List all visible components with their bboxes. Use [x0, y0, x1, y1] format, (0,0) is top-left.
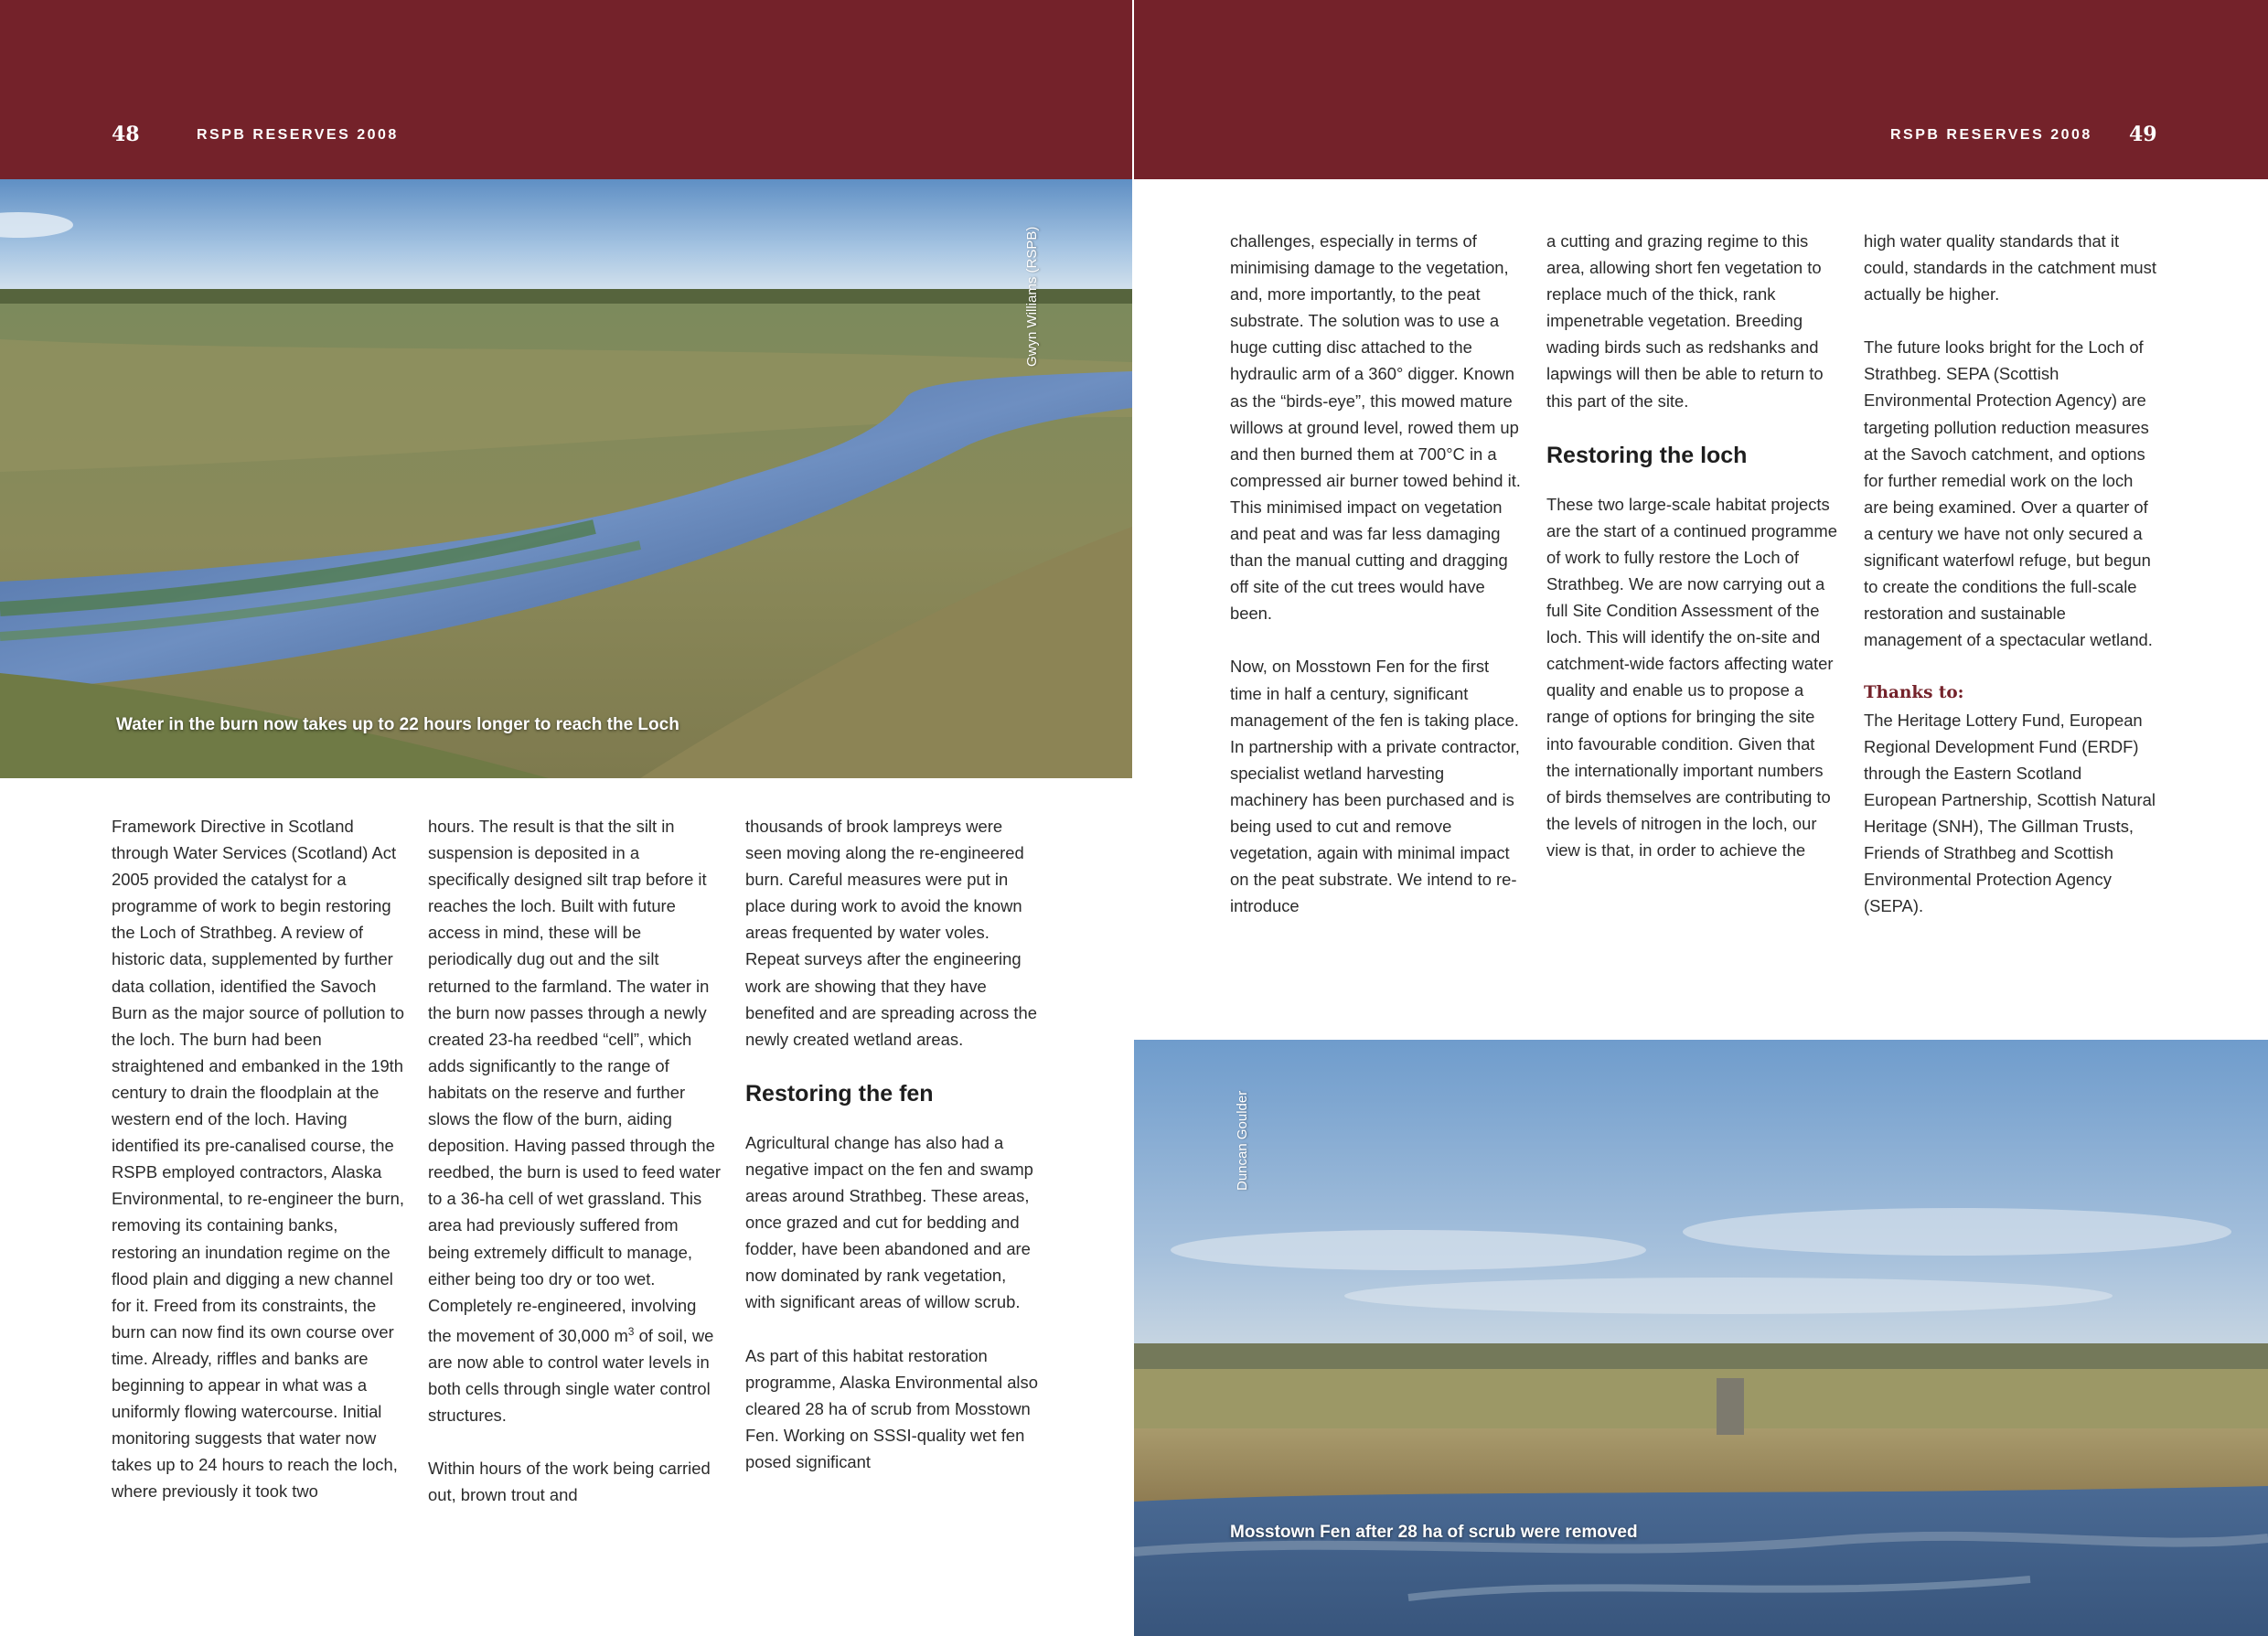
body-paragraph: high water quality standards that it could, standards in the catchment must actually be higher.: [1864, 231, 2156, 305]
left-column-1: [112, 813, 404, 1504]
superscript: 3: [627, 1324, 635, 1338]
body-paragraph: [428, 813, 721, 1428]
photo-savoch-burn: [0, 179, 1132, 778]
left-column-3: [745, 813, 1038, 1475]
right-column-1: [1230, 228, 1523, 919]
right-column-2: [1546, 228, 1839, 863]
section-heading: Restoring the loch: [1546, 442, 1748, 468]
body-text: hours. The result is that the silt in suspension is deposited in a specifically designed silt trap before it reaches the loch. Built with future access in mind, these will be periodically dug out and the silt returned to the farmland. The water in the burn now passes through a newly created 23-ha reedbed “cell”, which adds significantly to the range of habitats on the reserve and further slows the flow of the burn, aiding deposition. Having passed through the reedbed, the burn is used to feed water to a 36-ha cell of wet grassland. This area had previously suffered from being extremely difficult to manage, either being too dry or too wet. Completely re-engineered, involving the movement of 30,000 m: [428, 817, 722, 1345]
header-band-left: [0, 0, 1132, 179]
body-paragraph: Agricultural change has also had a negative impact on the fen and swamp areas around Strathbeg. These areas, once grazed and cut for bedding and fodder, have been abandoned and are now dominated by rank vegetation, with significant areas of willow scrub.: [745, 1132, 1033, 1312]
body-paragraph: Now, on Mosstown Fen for the first time in half a century, significant management of the fen is taking place. In partnership with a private contractor, specialist wetland harvesting machinery has been purchased and is being used to cut and remove vegetation, again with minimal impact on the peat substrate. We intend to re-introduce: [1230, 657, 1520, 916]
photo-credit-top: Gwyn Williams (RSPB): [1024, 226, 1040, 367]
thanks-paragraph: The Heritage Lottery Fund, European Regional Development Fund (ERDF) through the Eastern Scotland European Partnership, Scottish Natural Heritage (SNH), The Gillman Trusts, Friends of Strathbeg and Scottish Environmental Protection Agency (SEPA).: [1864, 710, 2156, 916]
photo-caption-top: Water in the burn now takes up to 22 hours longer to reach the Loch: [116, 715, 679, 734]
body-paragraph: thousands of brook lampreys were seen moving along the re-engineered burn. Careful measures were put in place during work to avoid the known areas frequented by water voles. Repeat surveys after the engineering work are showing that they have benefited and are spreading across the newly created wetland areas.: [745, 817, 1037, 1049]
running-head-right: RSPB RESERVES 2008: [1890, 127, 2092, 143]
body-paragraph: a cutting and grazing regime to this area, allowing short fen vegetation to replace much of the thick, rank impenetrable vegetation. Breeding wading birds such as redshanks and lapwings will then be able to return to this part of the site.: [1546, 231, 1824, 411]
page-number-right: 49: [2129, 123, 2157, 146]
body-paragraph: The future looks bright for the Loch of Strathbeg. SEPA (Scottish Environmental Protection Agency) are targeting pollution reduction measures at the Savoch catchment, and options for further remedial work on the loch are being examined. Over a quarter of a century we have not only secured a significant waterfowl refuge, but begun to create the conditions the full-scale restoration and sustainable management of a spectacular wetland.: [1864, 337, 2153, 650]
section-heading: Restoring the fen: [745, 1080, 934, 1107]
right-column-3: [1864, 228, 2156, 919]
thanks-heading: Thanks to:: [1864, 683, 1964, 703]
photo-credit-bottom: Duncan Goulder: [1235, 1090, 1250, 1191]
body-paragraph: Within hours of the work being carried out, brown trout and: [428, 1459, 711, 1505]
body-paragraph: Framework Directive in Scotland through Water Services (Scotland) Act 2005 provided the catalyst for a programme of work to begin restoring the Loch of Strathbeg. A review of historic data, supplemented by further data collation, identified the Savoch Burn as the major source of pollution to the loch. The burn had been straightened and embanked in the 19th century to drain the floodplain at the western end of the loch. Having identified its pre-canalised course, the RSPB employed contractors, Alaska Environmental, to re-engineer the burn, removing its containing banks, restoring an inundation regime on the flood plain and digging a new channel for it. Freed from its constraints, the burn can now find its own course over time. Already, riffles and banks are beginning to appear in what was a uniformly flowing watercourse. Initial monitoring suggests that water now takes up to 24 hours to reach the loch, where previously it took two: [112, 817, 404, 1502]
page-number-left: 48: [112, 123, 140, 146]
body-text: of soil, we are now able to control water levels in both cells through single water control structures.: [428, 1325, 714, 1426]
left-column-2: [428, 813, 721, 1508]
body-paragraph: These two large-scale habitat projects are the start of a continued programme of work to fully restore the Loch of Strathbeg. We are now carrying out a full Site Condition Assessment of the loch. This will identify the on-site and catchment-wide factors affecting water quality and enable us to propose a range of options for bringing the site into favourable condition. Given that the internationally important numbers of birds themselves are contributing to the levels of nitrogen in the loch, our view is that, in order to achieve the: [1546, 494, 1837, 860]
header-band-right: [1134, 0, 2268, 179]
body-paragraph: As part of this habitat restoration programme, Alaska Environmental also cleared 28 ha of scrub from Mosstown Fen. Working on SSSI-quality wet fen posed significant: [745, 1345, 1038, 1471]
body-paragraph: challenges, especially in terms of minimising damage to the vegetation, and, more importantly, to the peat substrate. The solution was to use a huge cutting disc attached to the hydraulic arm of a 360° digger. Known as the “birds-eye”, this mowed mature willows at ground level, rowed them up and then burned them at 700°C in a compressed air burner towed behind it. This minimised impact on vegetation and peat and was far less damaging than the manual cutting and dragging off site of the cut trees would have been.: [1230, 231, 1521, 624]
photo-mosstown-fen: [1134, 1040, 2268, 1636]
burn-landscape-image: [0, 179, 1132, 778]
fen-landscape-image: [1134, 1040, 2268, 1636]
photo-caption-bottom: Mosstown Fen after 28 ha of scrub were removed: [1230, 1523, 1638, 1542]
running-head-left: RSPB RESERVES 2008: [197, 127, 399, 143]
